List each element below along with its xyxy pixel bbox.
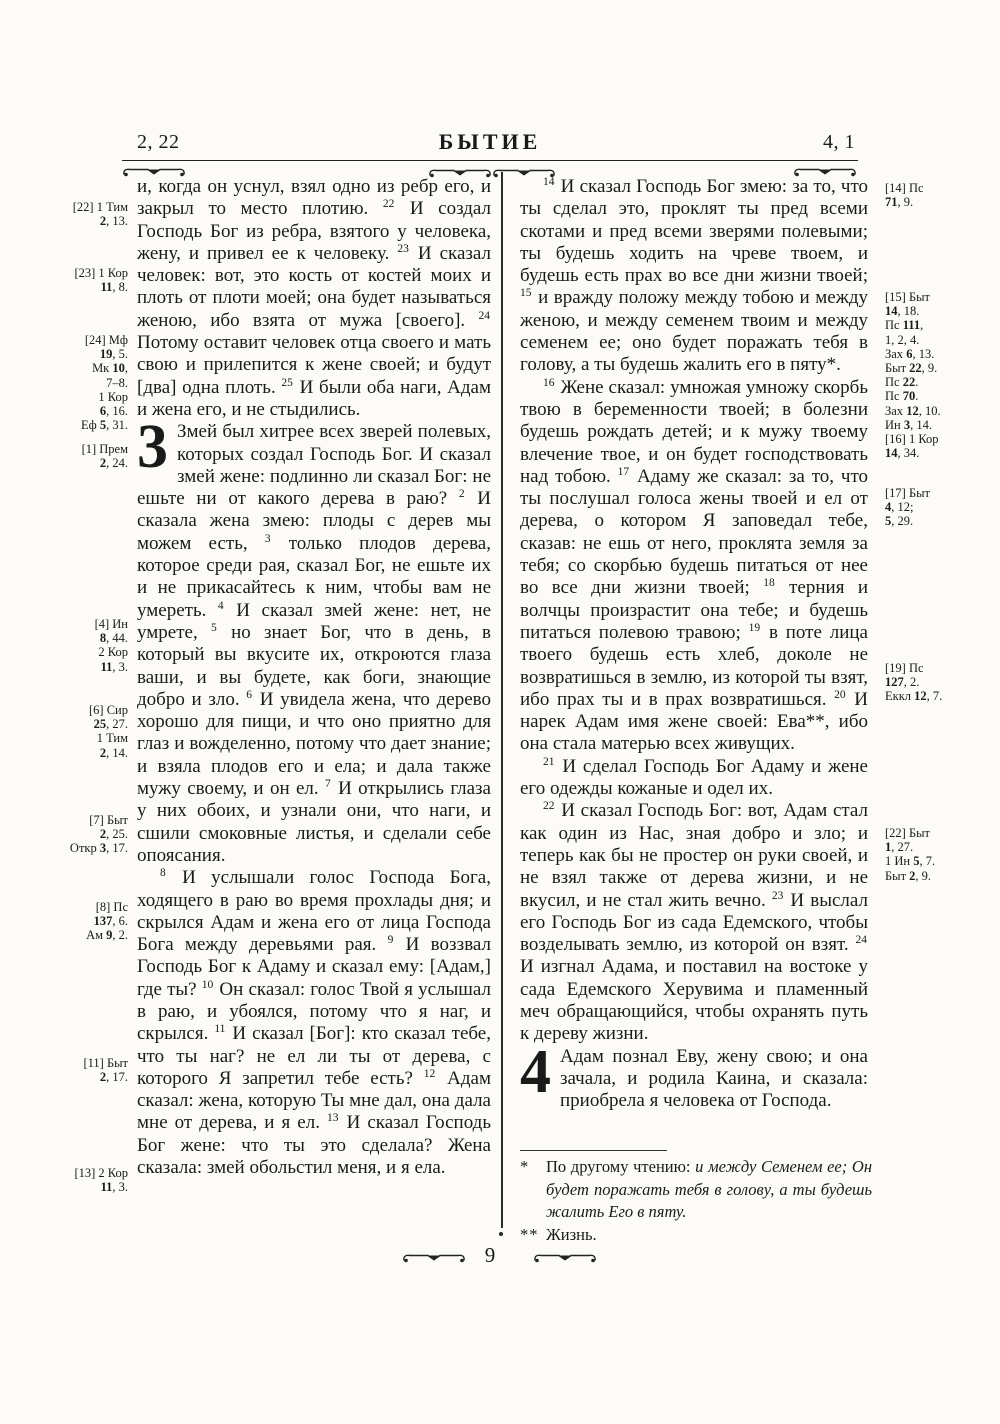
verse-number: 13: [327, 1112, 339, 1125]
verse-number: 15: [520, 287, 532, 300]
verse-number: 4: [217, 599, 224, 612]
verse-number: 23: [397, 242, 409, 255]
chapter-paragraph: 3 Змей был хитрее всех зверей полевых, которых создал Господь Бог. И сказал змей жене: подлинно ли сказал Бог: не ешьте ни от какого дерева в раю? $^2$ И сказала жена змею: плоды с дерев мы можем есть, $^3$ только плодов дерева, которое среди рая, сказал Бог, не ешьте их и не прикасайтесь к ним, чтобы вам не умереть. $^4$ И сказал змей жене: нет, не умрете, $^5$ но знает Бог, что в день, в который вы вкусите их, откроются глаза ваши, и вы будете, как боги, знающие добро и зло. $^6$ И увидела жена, что дерево хорошо для пищи, и что оно приятно для глаз и вожделенно, потому что дает знание; и взяла плодов его и ела; и дала также мужу своему, и он ел. $^7$ И открылись глаза у них обоих, и узнали они, что наги, и сшили смоковные листья, и сделали себе опоясания.: [137, 413, 492, 866]
paragraph: $^8$ И услышали голос Господа Бога, ходящего в раю во время прохлады дня; и скрылся Адам и жена его от лица Господа Бога между деревьями рая. $^9$ И воззвал Господь Бог к Адаму и сказал ему: [Адам,] где ты? $^{10}$ Он сказал: голос Твой я услышал в раю, и убоялся, потому что я наг, и скрылся. $^{11}$ И сказал [Бог]: кто сказал тебе, что ты наг? не ел ли ты от дерева, с которого Я запретил тебе есть? $^{12}$ Адам сказал: жена, которую Ты мне дал, она дала мне от дерева, и я ел. $^{13}$ И сказал Господь Бог жене: что ты это сделала? Жена сказала: змей обольстил меня, и я ела.: [137, 867, 492, 1179]
verse-number: 9: [387, 934, 394, 947]
footnote-marker: **: [520, 1224, 539, 1244]
cross-reference-note: [4] Ин 8, 44. 2 Кор 11, 3.: [94, 617, 128, 674]
cross-reference-note: [17] Быт 4, 12; 5, 29.: [885, 486, 930, 529]
chapter-paragraph: 4 Адам познал Еву, жену свою; и она зачала, и родила Каина, и сказала: приобрела я человека от Господа.: [520, 1037, 868, 1112]
right-margin-references: [885, 0, 985, 1424]
verse-number: 2: [458, 488, 465, 501]
verse-number: 22: [543, 800, 555, 813]
right-text-column: [520, 176, 868, 1112]
column-divider-rule: [501, 172, 503, 1228]
verse-number: 14: [543, 176, 555, 188]
verse-number: 17: [617, 465, 630, 478]
verse-number: 24: [478, 309, 490, 322]
cross-reference-note: [14] Пс 71, 9.: [885, 181, 924, 210]
footnote: * По другому чтению: и между Семенем ее; Он будет поражать тебя в голову, а ты будешь жалить Его в пяту.: [520, 1157, 873, 1221]
cross-reference-note: [19] Пс 127, 2. Еккл 12, 7.: [885, 661, 943, 704]
verse-number: 20: [834, 688, 846, 701]
cross-reference-note: [11] Быт 2, 17.: [83, 1056, 128, 1085]
header-right-chapter-verse: 4, 1: [823, 131, 855, 153]
verse-number: 18: [763, 577, 775, 590]
verse-number: 25: [281, 376, 293, 389]
header-rule: [122, 160, 858, 161]
footnotes-block: [520, 1150, 872, 1246]
cross-reference-note: [15] Быт 14, 18. Пс 111, 1, 2, 4. Зах 6, 13. Быт 22, 9. Пс 22. Пс 70. Зах 12, 10. Ин 3, 14. [16] 1 Кор 14, 34.: [885, 290, 941, 461]
left-text-column: [137, 176, 491, 1179]
cross-reference-note: [6] Сир 25, 27. 1 Тим 2, 14.: [89, 703, 128, 760]
footnote-marker: *: [520, 1157, 530, 1176]
cross-reference-note: [22] Быт 1, 27. 1 Ин 5, 7. Быт 2, 9.: [885, 826, 936, 883]
verse-number: 11: [214, 1023, 226, 1036]
verse-number: 12: [423, 1067, 436, 1080]
verse-number: 6: [246, 688, 253, 701]
cross-reference-note: [22] 1 Тим 2, 13.: [72, 200, 128, 229]
cross-reference-note: [7] Быт 2, 25. Откр 3, 17.: [69, 813, 128, 856]
page-title: БЫТИЕ: [438, 129, 542, 154]
chapter-number-drop-cap: 3: [137, 413, 168, 482]
cross-reference-note: [13] 2 Кор 11, 3.: [74, 1166, 128, 1195]
verse-number: 21: [543, 755, 555, 768]
verse-number: 5: [211, 621, 217, 634]
footnote-separator-rule: [520, 1150, 667, 1151]
header-left-chapter-verse: 2, 22: [137, 131, 180, 153]
cross-reference-note: [1] Прем 2, 24.: [81, 442, 128, 471]
divider-end-dot: [499, 1232, 503, 1236]
cross-reference-note: [24] Мф 19, 5. Мк 10, 7–8. 1 Кор 6, 16. Еф 5, 31.: [81, 333, 128, 433]
verse-number: 3: [264, 532, 271, 545]
verse-number: 10: [201, 978, 214, 991]
paragraph: $^{14}$ И сказал Господь Бог змею: за то, что ты сделал это, проклят ты пред всеми скотами и пред всеми зверями полевыми; ты будешь ходить на чреве твоем, и будешь есть прах во все дни жизни твоей; $^{15}$ и вражду положу между тобою и между женою, и между семенем твоим и между семенем ее; оно будет поражать тебя в голову, а ты будешь жалить его в пяту*.: [520, 176, 868, 376]
paragraph: и, когда он уснул, взял одно из ребр его, и закрыл то место плотию. $^{22}$ И создал Господь Бог из ребра, взятого у человека, жену, и привел ее к человеку. $^{23}$ И сказал человек: вот, это кость от костей моих и плоть от плоти моей; она будет называться женою, ибо взята от мужа [своего]. $^{24}$ Потому оставит человек отца своего и мать свою и прилепится к жене своей; и будут [два] одна плоть. $^{25}$ И были оба наги, Адам и жена его, и не стыдились.: [137, 176, 492, 420]
flourish-icon: [533, 1251, 597, 1264]
cross-reference-note: [8] Пс 137, 6. Ам 9, 2.: [86, 900, 128, 943]
verse-number: 23: [771, 889, 784, 902]
page-number: 9: [484, 1243, 496, 1267]
verse-number: 8: [160, 867, 166, 880]
paragraph: $^{16}$ Жене сказал: умножая умножу скорбь твою в беременности твоей; в болезни будешь рождать детей; и к мужу твоему влечение твое, и он будет господствовать над тобою. $^{17}$ Адаму же сказал: за то, что ты послушал голоса жены твоей и ел от дерева, о котором Я заповедал тебе, сказав: не ешь от него, проклята земля за тебя; со скорбью будешь питаться от нее во все дни жизни твоей; $^{18}$ терния и волчцы произрастит она тебе; и будешь питаться полевою травою; $^{19}$ в поте лица твоего будешь есть хлеб, доколе не возвратишься в землю, из которой ты взят, ибо прах ты и в прах возвратишься. $^{20}$ И нарек Адам имя жене своей: Ева**, ибо она стала матерью всех живущих.: [520, 376, 869, 755]
footnote: ** Жизнь.: [520, 1224, 872, 1247]
cross-reference-note: [23] 1 Кор 11, 8.: [74, 266, 128, 295]
verse-number: 24: [855, 934, 867, 947]
verse-number: 22: [382, 198, 395, 211]
chapter-number-drop-cap: 4: [520, 1037, 551, 1106]
verse-number: 7: [324, 778, 331, 791]
verse-number: 16: [543, 376, 555, 389]
verse-number: 19: [748, 621, 761, 634]
left-margin-references: [30, 0, 128, 1424]
paragraph: $^{21}$ И сделал Господь Бог Адаму и жене его одежды кожаные и одел их.: [520, 755, 868, 800]
paragraph: $^{22}$ И сказал Господь Бог: вот, Адам стал как один из Нас, зная добро и зло; и теперь как бы не простер он руки своей, и не взял также от дерева жизни, и не вкусил, и не стал жить вечно. $^{23}$ И выслал его Господь Бог из сада Едемского, чтобы возделывать землю, из которой он взят. $^{24}$ И изгнал Адама, и поставил на востоке у сада Едемского Херувима и пламенный меч обращающийся, чтобы охранять путь к дереву жизни.: [520, 800, 868, 1045]
